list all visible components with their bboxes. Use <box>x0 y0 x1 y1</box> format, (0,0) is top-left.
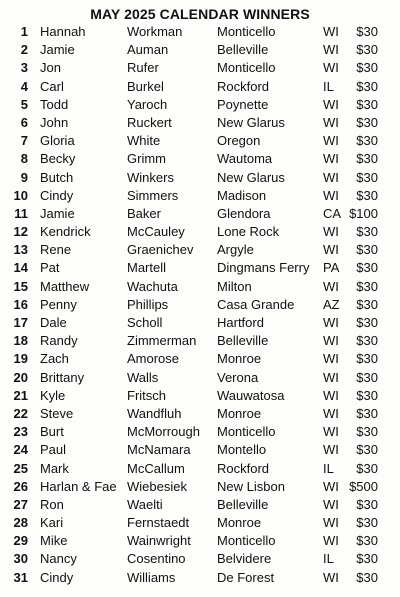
winner-prize: $30 <box>356 260 378 276</box>
winner-state: WI <box>323 442 339 458</box>
winner-state: WI <box>323 515 339 531</box>
winner-city: Poynette <box>217 96 269 112</box>
winner-row <box>0 205 400 223</box>
winner-state: WI <box>323 424 339 440</box>
winner-city: Monroe <box>217 515 262 531</box>
winner-last-name: Waelti <box>127 496 163 512</box>
winner-number: 10 <box>13 187 28 203</box>
winner-number: 13 <box>13 242 28 258</box>
winner-last-name: Yaroch <box>127 96 168 112</box>
winner-state: IL <box>323 551 334 567</box>
winner-prize: $30 <box>356 114 378 130</box>
winner-row <box>0 132 400 150</box>
winner-row <box>0 59 400 77</box>
winner-state: WI <box>323 405 339 421</box>
winner-last-name: Phillips <box>127 296 169 312</box>
winner-prize: $30 <box>356 151 378 167</box>
winner-row <box>0 241 400 259</box>
winner-city: Belleville <box>217 496 269 512</box>
winner-number: 15 <box>13 278 28 294</box>
winner-city: Monroe <box>217 405 262 421</box>
winner-row <box>0 496 400 514</box>
winner-prize: $30 <box>356 333 378 349</box>
winner-number: 4 <box>20 78 28 94</box>
winner-state: WI <box>323 42 339 58</box>
winner-city: Wauwatosa <box>217 387 285 403</box>
winner-last-name: Fernstaedt <box>127 515 190 531</box>
winner-row <box>0 150 400 168</box>
winner-row <box>0 114 400 132</box>
winner-last-name: Winkers <box>127 169 174 185</box>
winner-number: 24 <box>13 442 28 458</box>
winner-last-name: Workman <box>127 24 183 39</box>
winner-row <box>0 96 400 114</box>
winner-first-name: Mark <box>40 460 69 476</box>
winner-first-name: Rene <box>40 242 72 258</box>
winner-row <box>0 278 400 296</box>
winner-number: 20 <box>13 369 28 385</box>
winner-city: Lone Rock <box>217 224 280 240</box>
winner-prize: $30 <box>356 224 378 240</box>
winner-state: WI <box>323 278 339 294</box>
winner-last-name: Auman <box>127 42 169 58</box>
winner-first-name: Matthew <box>40 278 90 294</box>
winner-prize: $30 <box>356 569 378 585</box>
winner-city: Monticello <box>217 424 276 440</box>
winner-row <box>0 405 400 423</box>
winner-row <box>0 423 400 441</box>
winner-first-name: Jon <box>40 60 61 76</box>
winner-number: 12 <box>13 224 28 240</box>
winner-number: 22 <box>13 405 28 421</box>
winner-prize: $30 <box>356 78 378 94</box>
winner-number: 19 <box>13 351 28 367</box>
winner-last-name: Cosentino <box>127 551 186 567</box>
winner-state: WI <box>323 333 339 349</box>
winner-city: Rockford <box>217 460 270 476</box>
winner-first-name: Jamie <box>40 205 75 221</box>
winner-first-name: Dale <box>40 315 67 330</box>
winner-first-name: Butch <box>40 169 74 185</box>
winner-prize: $30 <box>356 278 378 294</box>
winner-row <box>0 550 400 568</box>
winner-first-name: Randy <box>40 333 78 349</box>
winner-prize: $30 <box>356 24 378 39</box>
winner-state: WI <box>323 569 339 585</box>
winner-row <box>0 332 400 350</box>
winner-first-name: Cindy <box>40 187 74 203</box>
winner-number: 1 <box>20 24 28 39</box>
winner-number: 2 <box>20 42 28 58</box>
winner-last-name: Grimm <box>127 151 166 167</box>
winner-first-name: Cindy <box>40 569 74 585</box>
winner-number: 26 <box>13 478 28 494</box>
winner-state: WI <box>323 387 339 403</box>
winner-number: 23 <box>13 424 28 440</box>
winner-number: 30 <box>13 551 28 567</box>
winner-state: WI <box>323 224 339 240</box>
winner-last-name: Fritsch <box>127 387 166 403</box>
winner-city: Belleville <box>217 42 269 58</box>
winner-city: De Forest <box>217 569 275 585</box>
winner-row <box>0 387 400 405</box>
winner-first-name: Pat <box>40 260 60 276</box>
winner-city: Dingmans Ferry <box>217 260 310 276</box>
winner-last-name: Simmers <box>127 187 179 203</box>
winner-state: WI <box>323 187 339 203</box>
winner-state: WI <box>323 242 339 258</box>
winner-prize: $30 <box>356 187 378 203</box>
winner-row <box>0 223 400 241</box>
winner-state: WI <box>323 114 339 130</box>
winner-prize: $500 <box>349 478 378 494</box>
winner-number: 8 <box>20 151 28 167</box>
winner-state: AZ <box>323 296 340 312</box>
winner-city: Verona <box>217 369 259 385</box>
winner-prize: $30 <box>356 533 378 549</box>
winner-number: 6 <box>20 114 28 130</box>
winner-state: WI <box>323 351 339 367</box>
winner-number: 18 <box>13 333 28 349</box>
winner-first-name: Penny <box>40 296 77 312</box>
winner-first-name: Hannah <box>40 24 86 39</box>
winner-last-name: McNamara <box>127 442 191 458</box>
winner-last-name: Wiebesiek <box>127 478 187 494</box>
winner-last-name: Scholl <box>127 315 163 330</box>
winner-prize: $100 <box>349 205 378 221</box>
winner-row <box>0 41 400 59</box>
winner-number: 29 <box>13 533 28 549</box>
winner-state: CA <box>323 205 342 221</box>
winner-state: WI <box>323 133 339 149</box>
page-title: MAY 2025 CALENDAR WINNERS <box>90 6 310 22</box>
winner-last-name: Walls <box>127 369 159 385</box>
winner-number: 17 <box>13 315 28 330</box>
winner-last-name: Amorose <box>127 351 180 367</box>
winner-city: New Lisbon <box>217 478 285 494</box>
winner-row <box>0 369 400 387</box>
winner-last-name: McMorrough <box>127 424 200 440</box>
winner-number: 3 <box>20 60 28 76</box>
winner-number: 5 <box>20 96 28 112</box>
winner-city: Montello <box>217 442 267 458</box>
winner-first-name: Brittany <box>40 369 85 385</box>
winner-state: WI <box>323 533 339 549</box>
winner-state: PA <box>323 260 340 276</box>
winner-prize: $30 <box>356 442 378 458</box>
winner-prize: $30 <box>356 315 378 330</box>
winner-number: 21 <box>13 387 28 403</box>
winner-city: Belleville <box>217 333 269 349</box>
winner-city: Monticello <box>217 533 276 549</box>
winner-state: WI <box>323 96 339 112</box>
winner-state: WI <box>323 151 339 167</box>
winner-row <box>0 78 400 96</box>
winner-number: 9 <box>20 169 28 185</box>
winner-city: New Glarus <box>217 169 285 185</box>
winner-prize: $30 <box>356 405 378 421</box>
winner-first-name: Kyle <box>40 387 66 403</box>
winner-number: 27 <box>13 496 28 512</box>
winner-first-name: Burt <box>40 424 64 440</box>
winner-number: 14 <box>13 260 28 276</box>
winner-first-name: Ron <box>40 496 64 512</box>
winner-prize: $30 <box>356 387 378 403</box>
winner-city: Hartford <box>217 315 264 330</box>
winner-row <box>0 169 400 187</box>
winner-prize: $30 <box>356 60 378 76</box>
winner-row <box>0 478 400 496</box>
winners-list <box>0 23 400 587</box>
winner-city: Argyle <box>217 242 254 258</box>
winner-state: WI <box>323 496 339 512</box>
winner-prize: $30 <box>356 296 378 312</box>
winner-last-name: Wandfluh <box>127 405 182 421</box>
winner-city: Wautoma <box>217 151 273 167</box>
winner-city: Oregon <box>217 133 261 149</box>
winner-first-name: Steve <box>40 405 74 421</box>
winner-first-name: Mike <box>40 533 68 549</box>
winner-state: IL <box>323 460 334 476</box>
winner-city: Casa Grande <box>217 296 295 312</box>
winner-prize: $30 <box>356 351 378 367</box>
winner-prize: $30 <box>356 242 378 258</box>
winner-city: Monticello <box>217 60 276 76</box>
winner-row <box>0 569 400 587</box>
winner-last-name: Baker <box>127 205 161 221</box>
winner-first-name: Gloria <box>40 133 75 149</box>
winner-first-name: Todd <box>40 96 69 112</box>
winner-row <box>0 460 400 478</box>
winner-city: Monroe <box>217 351 262 367</box>
winner-first-name: Harlan & Fae <box>40 478 117 494</box>
winner-last-name: Williams <box>127 569 176 585</box>
winner-last-name: McCauley <box>127 224 185 240</box>
winner-first-name: Nancy <box>40 551 77 567</box>
winner-first-name: Carl <box>40 78 64 94</box>
winner-prize: $30 <box>356 424 378 440</box>
winner-last-name: Zimmerman <box>127 333 197 349</box>
winner-number: 16 <box>13 296 28 312</box>
winner-prize: $30 <box>356 496 378 512</box>
winner-row <box>0 532 400 550</box>
winner-number: 25 <box>13 460 28 476</box>
winner-number: 28 <box>13 515 28 531</box>
winner-city: Monticello <box>217 24 276 39</box>
winner-prize: $30 <box>356 369 378 385</box>
winner-row <box>0 350 400 368</box>
winner-prize: $30 <box>356 169 378 185</box>
winner-city: Milton <box>217 278 252 294</box>
winner-number: 31 <box>13 569 28 585</box>
winner-prize: $30 <box>356 551 378 567</box>
winner-prize: $30 <box>356 96 378 112</box>
winner-first-name: Kendrick <box>40 224 91 240</box>
winner-first-name: Kari <box>40 515 64 531</box>
winner-number: 11 <box>14 205 28 221</box>
winner-prize: $30 <box>356 133 378 149</box>
winner-prize: $30 <box>356 42 378 58</box>
winner-first-name: Jamie <box>40 42 75 58</box>
winner-city: Madison <box>217 187 267 203</box>
winner-row <box>0 23 400 41</box>
winner-city: Belvidere <box>217 551 272 567</box>
winner-last-name: Graenichev <box>127 242 194 258</box>
winner-state: WI <box>323 24 339 39</box>
winner-row <box>0 441 400 459</box>
winner-last-name: Ruckert <box>127 114 172 130</box>
winner-city: Glendora <box>217 205 271 221</box>
winner-last-name: Martell <box>127 260 167 276</box>
winner-row <box>0 314 400 332</box>
winner-first-name: Becky <box>40 151 76 167</box>
winner-first-name: John <box>40 114 69 130</box>
winner-number: 7 <box>20 133 28 149</box>
winner-state: WI <box>323 60 339 76</box>
winner-prize: $30 <box>356 460 378 476</box>
winner-last-name: White <box>127 133 161 149</box>
winner-state: IL <box>323 78 334 94</box>
winner-state: WI <box>323 315 339 330</box>
winner-row <box>0 514 400 532</box>
winner-row <box>0 296 400 314</box>
winner-city: Rockford <box>217 78 270 94</box>
winner-last-name: McCallum <box>127 460 185 476</box>
winner-state: WI <box>323 478 339 494</box>
winner-first-name: Zach <box>40 351 69 367</box>
winner-last-name: Rufer <box>127 60 159 76</box>
winner-prize: $30 <box>356 515 378 531</box>
winner-row <box>0 187 400 205</box>
winner-state: WI <box>323 369 339 385</box>
winner-state: WI <box>323 169 339 185</box>
winner-last-name: Wainwright <box>127 533 191 549</box>
winner-last-name: Wachuta <box>127 278 178 294</box>
winner-row <box>0 259 400 277</box>
winner-city: New Glarus <box>217 114 285 130</box>
winner-last-name: Burkel <box>127 78 164 94</box>
winner-first-name: Paul <box>40 442 67 458</box>
